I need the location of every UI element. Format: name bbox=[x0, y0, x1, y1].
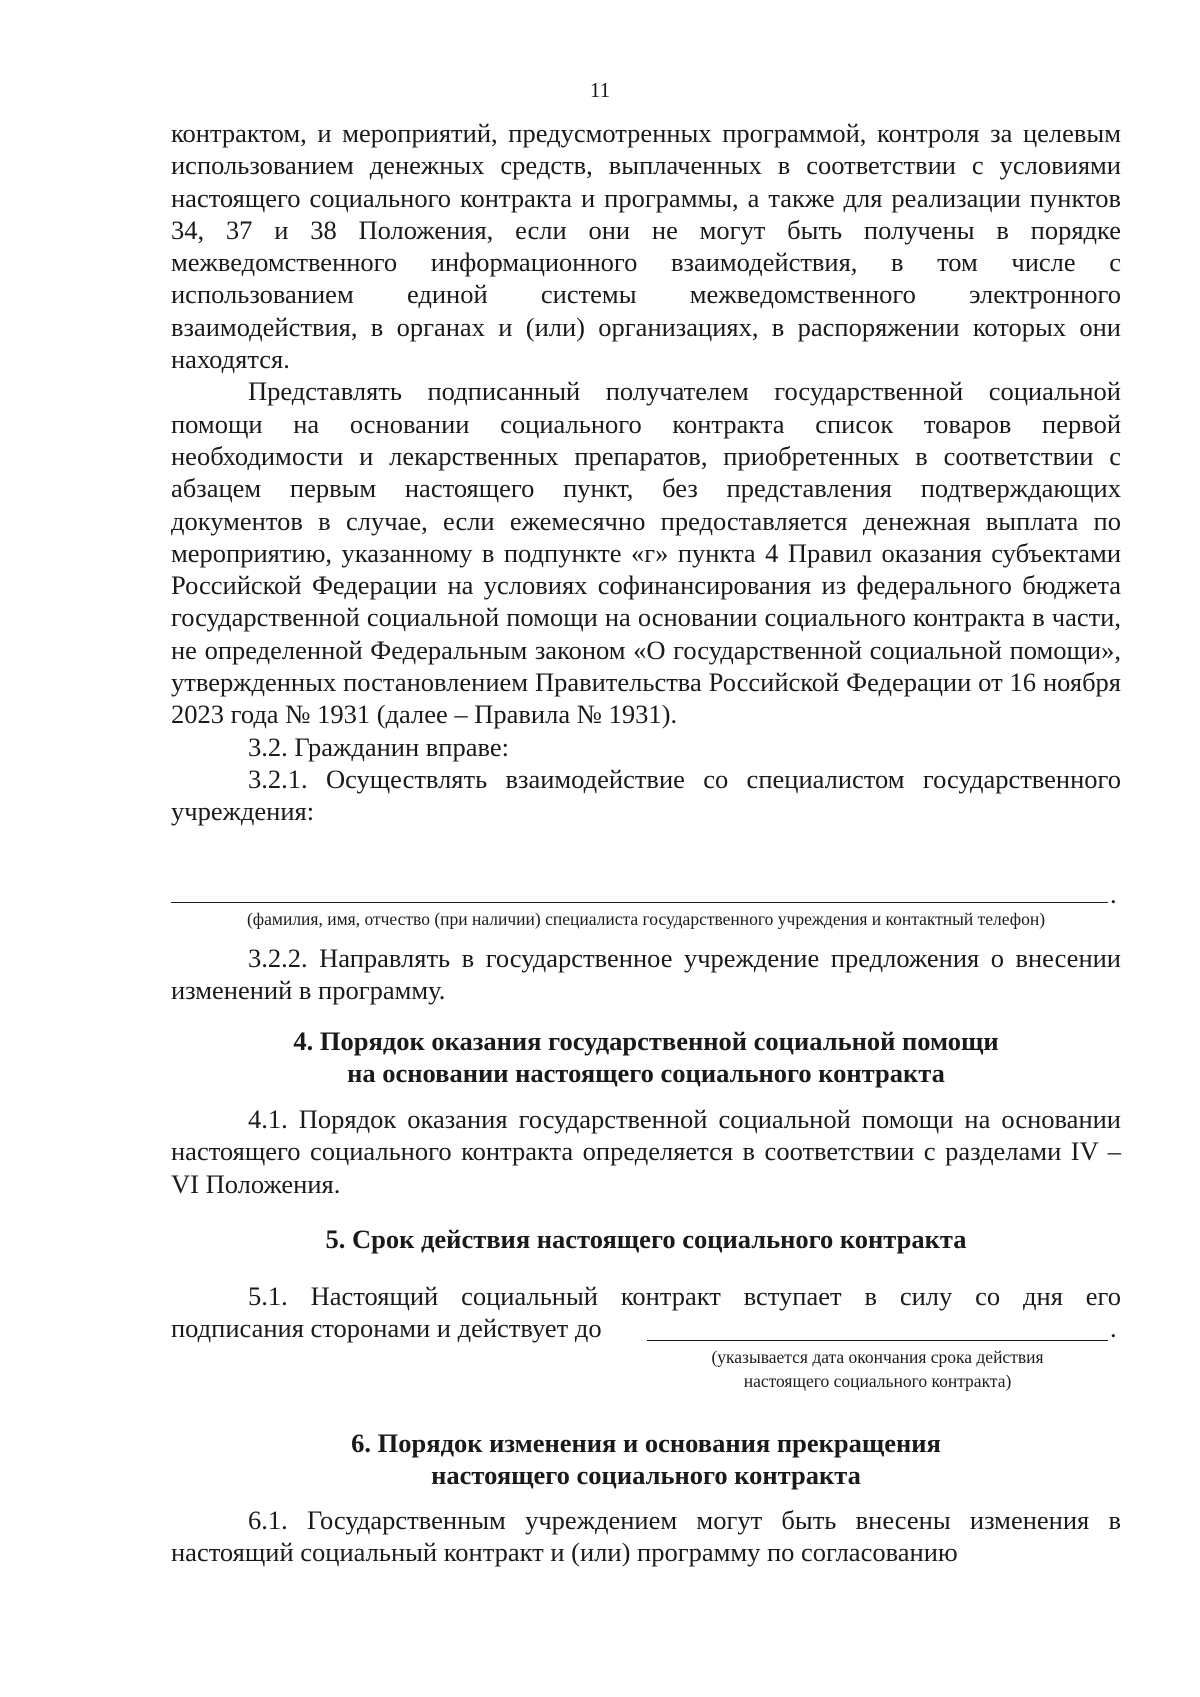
clause-3-2-1: 3.2.1. Осуществлять взаимодействие со специалистом государственного учреждения: bbox=[171, 763, 1121, 827]
clause-5-1-continuation: подписания сторонами и действует до bbox=[171, 1313, 602, 1343]
section-4-heading-line-2: на основании настоящего социального контракта bbox=[347, 1058, 945, 1088]
clause-3-2-2: 3.2.2. Направлять в государственное учреждение предложения о внесении изменений в программу. bbox=[171, 943, 1121, 1006]
end-date-caption-line-2: настоящего социального контракта) bbox=[743, 1371, 1012, 1391]
section-4-body bbox=[171, 1103, 1121, 1200]
clause-5-1: 5.1. Настоящий социальный контракт вступает в силу со дня его bbox=[248, 1281, 1121, 1311]
end-date-line-end-mark: . bbox=[1110, 1313, 1117, 1343]
body-block-1 bbox=[171, 117, 1121, 828]
section-4-heading bbox=[171, 1025, 1121, 1089]
specialist-line-end-mark: . bbox=[1110, 879, 1117, 909]
section-6-heading-line-1: 6. Порядок изменения и основания прекращения bbox=[351, 1428, 941, 1458]
end-date-blank-line bbox=[647, 1340, 1108, 1341]
paragraph-list-submission: Представлять подписанный получателем государственной социальной помощи на основании социального контракта список товаров первой необходимости и лекарственных препаратов, приобретенных в соответствии с абзацем первым настоящего пункт, без представления подтверждающих документов в случае, если ежемесячно предоставляется денежная выплата по мероприятию, указанному в подпункте «г» пункта 4 Правил оказания субъектами Российской Федерации на условиях софинансирования из федерального бюджета государственной социальной помощи на основании социального контракта в части, не определенной Федеральным законом «О государственной социальной помощи», утвержденных постановлением Правительства Российской Федерации от 16 ноября 2023 года № 1931 (далее – Правила № 1931). bbox=[171, 376, 1121, 730]
body-block-2 bbox=[171, 942, 1121, 1007]
end-date-caption-line-1: (указывается дата окончания срока действия bbox=[711, 1347, 1044, 1367]
section-6-heading-line-2: настоящего социального контракта bbox=[431, 1460, 861, 1490]
paragraph-continuation: контрактом, и мероприятий, предусмотренных программой, контроля за целевым использованием денежных средств, выплаченных в соответствии с условиями настоящего социального контракта и программы, а также для реализации пунктов 34, 37 и 38 Положения, если они не могут быть получены в порядке межведомственного информационного взаимодействия, в том числе с использованием единой системы межведомственного электронного взаимодействия, в органах и (или) организациях, в распоряжении которых они находятся. bbox=[171, 118, 1121, 375]
clause-4-1: 4.1. Порядок оказания государственной социальной помощи на основании настоящего социального контракта определяется в соответствии с разделами IV – VI Положения. bbox=[171, 1104, 1121, 1199]
section-6-heading bbox=[171, 1427, 1121, 1491]
specialist-field-caption: (фамилия, имя, отчество (при наличии) специалиста государственного учреждения и контактный телефон) bbox=[246, 909, 1046, 929]
clause-3-2: 3.2. Гражданин вправе: bbox=[248, 731, 509, 762]
section-4-heading-line-1: 4. Порядок оказания государственной социальной помощи bbox=[293, 1026, 999, 1056]
section-5-heading: 5. Срок действия настоящего социального контракта bbox=[325, 1224, 967, 1254]
clause-6-1: 6.1. Государственным учреждением могут быть внесены изменения в настоящий социальный контракт и (или) программу по согласованию bbox=[171, 1505, 1121, 1568]
page-number: 11 bbox=[589, 78, 611, 102]
section-6-body bbox=[171, 1504, 1121, 1569]
section-5-body bbox=[171, 1280, 1121, 1312]
specialist-blank-line bbox=[171, 902, 1108, 903]
